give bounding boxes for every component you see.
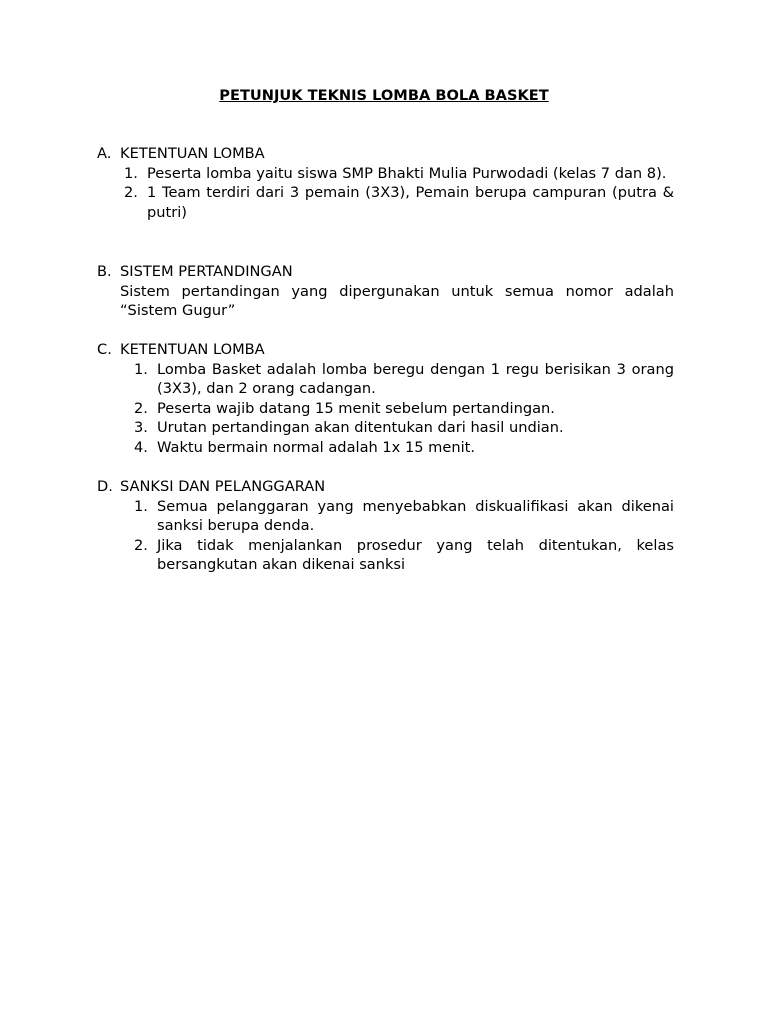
section-heading-text: SANKSI DAN PELANGGARAN <box>120 478 326 495</box>
section-d-list <box>97 497 674 575</box>
list-number: 1. <box>124 164 138 182</box>
section-heading-text: KETENTUAN LOMBA <box>120 341 265 358</box>
section-c-heading <box>97 340 674 360</box>
list-text: Peserta wajib datang 15 menit sebelum pertandingan. <box>157 399 555 417</box>
section-c <box>97 340 674 457</box>
document-title: PETUNJUK TEKNIS LOMBA BOLA BASKET <box>219 87 549 104</box>
list-item <box>97 164 674 184</box>
section-a-list <box>97 164 674 223</box>
section-heading-text: SISTEM PERTANDINGAN <box>120 263 293 280</box>
list-text: Peserta lomba yaitu siswa SMP Bhakti Mulia Purwodadi (kelas 7 dan 8). <box>147 164 667 182</box>
list-number: 2. <box>134 536 148 554</box>
section-d <box>97 477 674 575</box>
list-text: 1 Team terdiri dari 3 pemain (3X3), Pemain berupa campuran (putra & putri) <box>147 184 674 221</box>
section-b-paragraph: Sistem pertandingan yang dipergunakan untuk semua nomor adalah “Sistem Gugur” <box>120 282 674 319</box>
list-number: 2. <box>124 184 138 201</box>
list-item <box>97 418 674 438</box>
list-number: 1. <box>134 497 148 515</box>
section-a-heading <box>97 144 674 164</box>
list-item <box>97 438 674 458</box>
list-text: Urutan pertandingan akan ditentukan dari hasil undian. <box>157 419 564 436</box>
section-a <box>97 144 674 222</box>
list-item <box>97 536 674 575</box>
section-d-heading <box>97 477 674 497</box>
section-b <box>97 262 674 321</box>
list-text: Jika tidak menjalankan prosedur yang telah ditentukan, kelas bersangkutan akan dikenai sanksi <box>157 536 674 573</box>
section-letter: C. <box>97 341 112 358</box>
list-text: Semua pelanggaran yang menyebabkan diskualifikasi akan dikenai sanksi berupa denda. <box>157 497 674 534</box>
section-c-list <box>97 360 674 458</box>
list-number: 3. <box>134 419 148 436</box>
section-heading-text: KETENTUAN LOMBA <box>120 145 265 162</box>
list-number: 2. <box>134 399 148 417</box>
list-item <box>97 399 674 419</box>
section-letter: B. <box>97 263 112 280</box>
section-letter: A. <box>97 145 112 162</box>
list-item <box>97 360 674 399</box>
list-item <box>97 497 674 536</box>
list-item <box>97 183 674 222</box>
section-letter: D. <box>97 478 113 495</box>
list-number: 1. <box>134 360 148 378</box>
section-b-heading <box>97 262 674 282</box>
list-text: Waktu bermain normal adalah 1x 15 menit. <box>157 438 476 456</box>
list-text: Lomba Basket adalah lomba beregu dengan 1 regu berisikan 3 orang (3X3), dan 2 orang cadangan. <box>157 360 674 397</box>
list-number: 4. <box>134 438 148 456</box>
